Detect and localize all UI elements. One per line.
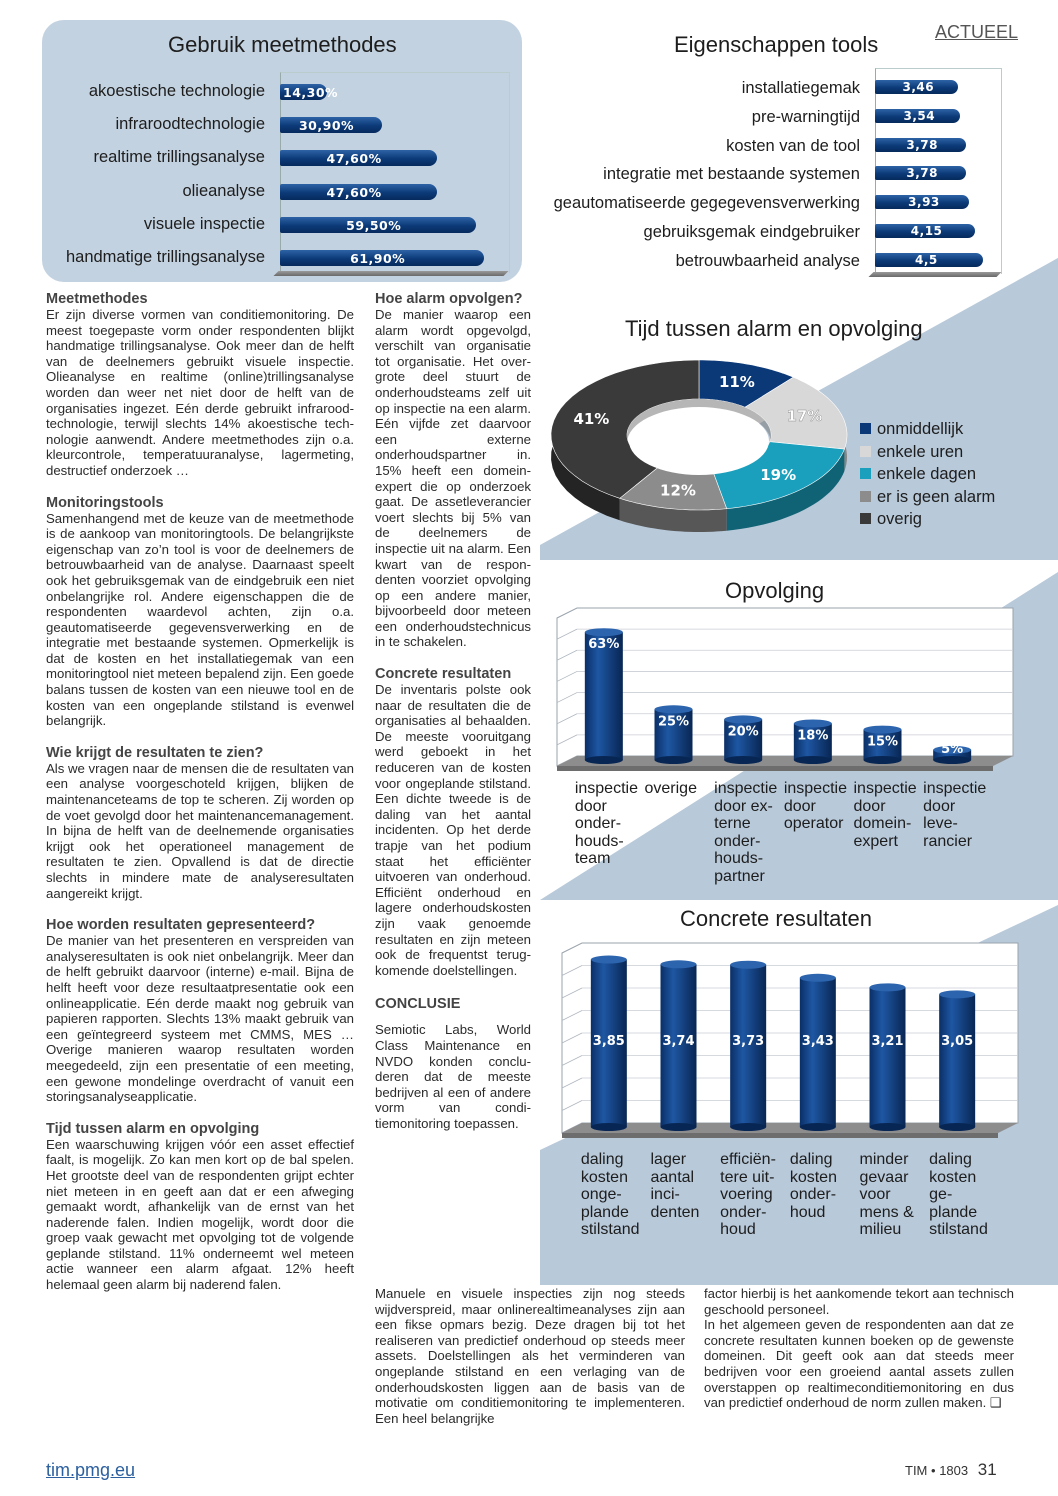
tools-bar-value: 3,46: [902, 80, 935, 94]
chart-bar: [939, 990, 975, 1131]
bar-value-label: 5%: [941, 741, 964, 757]
section-resultaten-zien: [46, 745, 354, 901]
section-heading: Wie krijgt de resultaten te zien?: [46, 744, 264, 761]
section-body: Er zijn diverse vormen van conditiemonitoring. De meest toegepaste vorm onder respondenten blijkt handmatige trillingsanalyse. Ook meer dan de helft van de deelnemers gebruikt visuele inspectie. Olieanalyse en realtime (online)trillingsanalyse worden dan weer net niet door de helft van de organisaties ingezet. Eén derde gebruikt infraroodtechnologie, terwijl slechts 14% akoestische technologie aanwendt. Andere meetmethodes zijn o.a. kleurcontrole, temperatuuranalyse, lagermeting, destructief onderzoek …: [46, 307, 354, 478]
donut-value-label: 41%: [573, 410, 610, 429]
conclusie-col3-p1: factor hierbij is het aankomende tekort aan technisch geschoold personeel.: [704, 1286, 1014, 1317]
meetmethodes-category-label: handmatige trillingsanalyse: [65, 248, 265, 266]
x-category-label: inspectie door domein- expert: [853, 780, 917, 850]
tools-bar-value: 4,5: [915, 252, 938, 267]
tools-category-label: kosten van de tool: [726, 136, 860, 155]
plot-floor-edge: [562, 1133, 998, 1138]
tools-category-label: gebruiksgemak eindgebruiker: [643, 223, 860, 241]
donut-value-label: 19%: [760, 466, 797, 484]
section-alarm-opvolging: [46, 1121, 354, 1293]
legend-label: enkele dagen: [877, 465, 977, 483]
alarm-legend-item: [860, 443, 963, 462]
alarm-legend-item: [860, 465, 976, 484]
section-conclusie: [375, 996, 531, 1131]
meetmethodes-category-label: realtime trillingsanalyse: [93, 148, 265, 167]
resultaten-title: Concrete resultaten: [680, 906, 872, 931]
bar-value-label: 3,85: [592, 1034, 625, 1049]
chart-bar: [724, 715, 762, 764]
legend-swatch: [860, 446, 871, 457]
bar-value-label: 63%: [588, 637, 620, 653]
x-category-label: inspectie door leve- rancier: [923, 780, 987, 850]
legend-swatch: [860, 491, 871, 502]
legend-label: enkele uren: [877, 442, 964, 461]
tools-title: Eigenschappen tools: [674, 32, 879, 57]
x-category-label: daling kosten onge- plande stilstand: [580, 1151, 640, 1238]
tools-floor: [869, 272, 1002, 277]
bar-value-label: 15%: [866, 734, 899, 750]
donut-value-label: 11%: [718, 372, 755, 391]
meetmethodes-category-label: infraroodtechnologie: [115, 115, 265, 134]
meetmethodes-bar-value: 47,60%: [326, 151, 382, 167]
alarm-legend-item: [860, 510, 922, 529]
bar-value-label: 25%: [657, 714, 690, 730]
meetmethodes-bar-value: 59,50%: [346, 217, 402, 233]
tools-category-label: betrouwbaarheid analyse: [675, 251, 860, 270]
opvolging-chart: [545, 600, 1015, 780]
end-mark: ❑: [989, 1395, 1002, 1411]
x-category-label: daling kosten onder- houd: [789, 1151, 837, 1221]
conclusie-col3-p2-text: In het algemeen geven de respondenten aan dat ze concrete resultaten kunnen boeken op de gewenste domeinen. Dit geeft ook aan dat steeds meer bedrijven voor een groeiend aantal assets zullen overstappen op realtimeconditiemonitoring en dus van predictief onderhoud de norm zullen maken.: [704, 1317, 1014, 1411]
x-category-label: minder gevaar voor mens & milieu: [859, 1151, 914, 1238]
tools-bar-value: 4,15: [910, 224, 943, 238]
legend-swatch: [860, 468, 871, 479]
bar-value-label: 3,05: [941, 1034, 974, 1049]
section-label: ACTUEEL: [935, 22, 1019, 42]
footer-page-number: 31: [977, 1460, 997, 1479]
alarm-legend: [860, 420, 1050, 540]
meetmethodes-bar-value: 47,60%: [326, 184, 382, 200]
section-concrete-resultaten: [375, 666, 531, 978]
article-column-3: [704, 1286, 1014, 1411]
article-column-2-continued: [375, 1286, 685, 1426]
section-body: De manier waarop een alarm wordt opgevolgd, verschilt van organisatie tot organisatie. Het overgrote deel stuurt de onderhoudsteams zelf uit op inspectie na een alarm. Eén vijfde zet daarvoor een externe onderhoudspartner in. 15% heeft een domeinexpert die op onderzoek gaat. De assetleverancier voert slechts bij 5% van de deelnemers de inspectie uit na alarm. Een kwart van de respondenten voorziet opvolging op een andere manier, bijvoorbeeld door meteen een onderhoudstechnicus in te schakelen.: [375, 307, 531, 650]
section-meetmethodes: [46, 291, 354, 479]
section-body: De inventaris polste ook naar de resultaten die de organisaties al behaalden. De meeste vooruitgang werd geboekt in het reduceren van de kosten voor ongeplande stilstand. Een dichte tweede is de daling van het aantal incidenten. Op het derde trapje van het podium staat het efficiënter uitvoeren van onderhoud. Efficiënt onderhoud en lagere onderhoudskosten zijn vaak genoemde resultaten en zijn meteen ook de frequentst terugkomende doelstellingen.: [375, 682, 531, 978]
opvolging-categories: [545, 780, 1015, 890]
donut-value-label: 17%: [786, 406, 823, 425]
section-heading: Meetmethodes: [46, 291, 148, 307]
legend-swatch: [860, 423, 871, 434]
section-body: Als we vragen naar de mensen die de resultaten van een analyse voorgeschoteld krijgen, blijken de maintenanceteams de top te scheren. Zij worden op de voet gevolgd door het maintenancemanagement. In bijna de helft van de deelnemende organisaties krijgt ook het operationeel management de resultaten te zien. Opvallend is dat de directie slechts in mindere mate de analyseresultaten aangereikt krijgt.: [46, 760, 354, 901]
bar-value-label: 3,74: [662, 1034, 695, 1049]
conclusie-col3-p2: [704, 1317, 1014, 1411]
bar-value-label: 3,73: [732, 1034, 765, 1049]
meetmethodes-bar-value: 14,30%: [283, 85, 339, 100]
tools-category-label: integratie met bestaande systemen: [603, 165, 860, 184]
footer-magazine: TIM: [905, 1463, 928, 1478]
bar-value-label: 3,21: [871, 1034, 904, 1049]
section-heading: CONCLUSIE: [375, 996, 461, 1013]
alarm-donut-chart: [540, 340, 858, 540]
chart-bar: [800, 974, 836, 1131]
tools-bar-value: 3,54: [903, 108, 936, 123]
footer-issue-number: 1803: [939, 1463, 969, 1478]
meetmethodes-bar-value: 61,90%: [350, 251, 406, 266]
x-category-label: daling kosten ge- plande stilstand: [929, 1151, 988, 1238]
resultaten-chart: [550, 935, 1020, 1147]
bar-value-label: 18%: [797, 728, 829, 744]
meetmethodes-floor: [274, 271, 509, 276]
x-category-label: overige: [644, 780, 697, 797]
section-body: De manier van het presenteren en verspreiden van analyseresultaten is ook niet onbelangrijk. Meer dan de helft gebruikt daarvoor (interne) e-mail. Bijna de helft heeft voor deze resultaatpresentatie ook een onlineapplicatie. Eén derde maakt nog gebruik van papieren rapporten. Slechts 13% maakt gebruik van een geïntegreerd systeem met CMMS, MES … Overige manieren waarop resultaten worden meegedeeld, zijn een presentatie of een meeting, een gewone mondelinge overdracht of vanuit een storingsanalyseapplicatie.: [46, 933, 354, 1105]
alarm-chart-title: Tijd tussen alarm en opvolging: [625, 316, 923, 341]
tools-chart: [530, 0, 1058, 285]
meetmethodes-category-label: akoestische technologie: [88, 82, 265, 100]
x-category-label: lager aantal inci- denten: [650, 1151, 700, 1221]
section-heading: Hoe alarm opvolgen?: [375, 291, 523, 307]
tools-bar-value: 3,78: [906, 166, 938, 181]
section-heading: Concrete resultaten: [375, 666, 512, 683]
section-heading: Tijd tussen alarm en opvolging: [46, 1120, 260, 1137]
meetmethodes-title: Gebruik meetmethodes: [168, 32, 397, 57]
legend-swatch: [860, 513, 871, 524]
alarm-legend-item: [860, 420, 963, 439]
x-category-label: efficiën- tere uit- voering onder- houd: [720, 1151, 776, 1238]
bar-value-label: 20%: [727, 724, 759, 740]
meetmethodes-category-label: visuele inspectie: [143, 214, 265, 233]
tools-category-label: pre-warningtijd: [751, 107, 860, 126]
chart-bar: [870, 983, 906, 1131]
tools-category-label: installatiegemak: [741, 79, 860, 97]
meetmethodes-category-label: olieanalyse: [182, 181, 265, 200]
meetmethodes-bar-value: 30,90%: [298, 118, 355, 134]
legend-label: overig: [877, 510, 922, 528]
x-category-label: inspectie door operator: [783, 780, 847, 832]
section-body: Een waarschuwing krijgen vóór een asset effectief faalt, is mogelijk. Zo kan men kort op de bal spelen. Het grootste deel van de respondenten grijpt echter niet meteen in en geeft aan dat er een afweging gemaakt wordt, afhankelijk van de ernst van het naderende falen. Indien mogelijk, wordt door die groep vaak gewacht met opvolging tot de volgende geplande stilstand. 11% onderneemt wel meteen actie wanneer een alarm afgaat. 12% heeft helemaal geen alarm bij naderend falen.: [46, 1136, 354, 1293]
section-heading: Monitoringstools: [46, 494, 164, 511]
section-body: Samenhangend met de keuze van de meetmethode is de aankoop van monitoringtools. De belangrijkste eigenschap van zo’n tool is voor de deelnemers de betrouwbaarheid van de analyse. Daarnaast speelt ook het gebruiksgemak van de eindgebruik een niet onbelangrijke rol. Andere eigenschappen die de respondenten waardevol achten, zijn o.a. geautomatiseerde gegevensverwerking en de integratie met bestaande systemen. Opmerkelijk is dat de kosten en het installatiegemak van een monitoringtool niet meteen bepalend zijn. Een goede balans tussen de kosten van een nieuwe tool en de kosten van een ongeplande stilstand is evenwel belangrijk.: [46, 510, 354, 729]
plot-floor-edge: [557, 766, 993, 771]
x-category-label: inspectie door onder- houds- team: [574, 780, 638, 867]
meetmethodes-chart: [0, 0, 530, 285]
footer-website-link[interactable]: tim.pmg.eu: [46, 1460, 136, 1480]
opvolging-title: Opvolging: [725, 578, 825, 603]
conclusie-continued: Manuele en visuele inspecties zijn nog steeds wijdverspreid, maar onlinerealtimeanalyses zijn aan een fikse opmars bezig. Deze dragen bij tot het realiseren van predictief onderhoud op steeds meer assets. Doelstellingen als het verminderen van ongeplande stilstand en een verlaging van de onderhoudskosten liggen aan de basis van de motivatie om conditiemonitoring te implementeren. Een heel belangrijke: [375, 1286, 685, 1426]
section-heading: Hoe worden resultaten gepresenteerd?: [46, 917, 316, 934]
section-monitoringstools: [46, 495, 354, 729]
legend-label: er is geen alarm: [877, 487, 996, 506]
donut-value-label: 12%: [660, 481, 696, 500]
section-resultaten-presentatie: [46, 917, 354, 1105]
article-column-1: [46, 291, 354, 1293]
resultaten-categories: [550, 1151, 1020, 1246]
tools-bar-value: 3,78: [906, 137, 938, 152]
footer-bullet: •: [931, 1463, 936, 1478]
tools-category-label: geautomatiseerde gegegevensverwerking: [553, 194, 860, 213]
tools-bar-value: 3,93: [908, 195, 940, 210]
donut-hole: [629, 407, 769, 475]
section-alarm-opvolgen: [375, 291, 531, 650]
legend-label: onmiddellijk: [877, 420, 964, 438]
meetmethodes-plot-frame: [280, 72, 510, 273]
article-column-2: [375, 291, 531, 1132]
x-category-label: inspectie door ex- terne onder- houds- partner: [714, 780, 778, 885]
footer-issue: [905, 1460, 997, 1480]
bar-value-label: 3,43: [801, 1034, 834, 1049]
section-body: Semiotic Labs, World Class Maintenance en NVDO konden concluderen dat de meeste bedrijven al een of andere vorm van conditiemonitoring toepassen.: [375, 1022, 531, 1131]
alarm-legend-item: [860, 488, 995, 507]
